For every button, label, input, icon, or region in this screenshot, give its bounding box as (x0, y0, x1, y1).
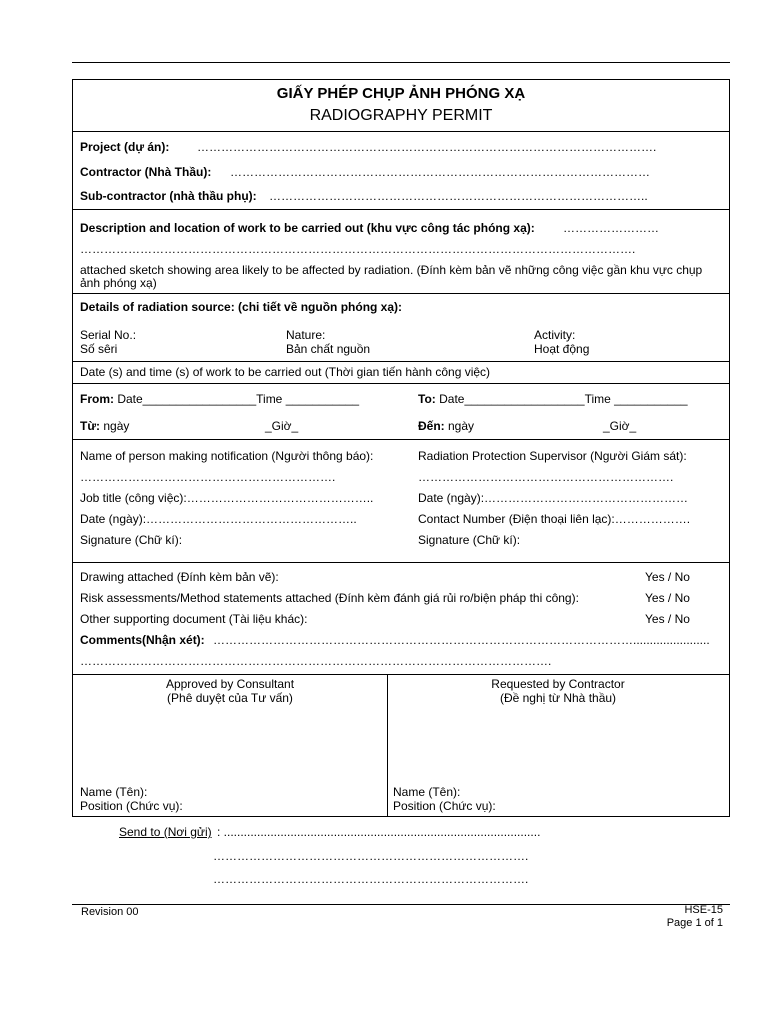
persons-section (73, 439, 729, 562)
supervisor-field[interactable]: ………………………………………………………. (418, 470, 674, 484)
revision-label: Revision 00 (81, 906, 139, 918)
date-time-heading: Date (s) and time (s) of work to be carried out (Thời gian tiến hành công việc) (80, 365, 491, 379)
consultant-position-label: Position (Chức vụ): (80, 799, 183, 813)
notifier-field[interactable]: ………………………………………………………. (80, 470, 336, 484)
contractor-column-header (387, 677, 729, 705)
other-document-yes-no[interactable]: Yes / No (645, 612, 690, 626)
tu-label: Từ: (80, 419, 101, 433)
consultant-approval-title-vi: (Phê duyệt của Tư vấn) (167, 691, 293, 705)
page-number: Page 1 of 1 (666, 917, 723, 929)
sketch-note: attached sketch showing area likely to be affected by radiation. (Đính kèm bản vẽ những công việc gần khu vực chụp ảnh phóng xạ) (80, 263, 703, 290)
den-date-field[interactable]: ngày (444, 419, 475, 433)
document-code: HSE-15 (684, 904, 723, 916)
contractor-position-label: Position (Chức vụ): (393, 799, 496, 813)
attachments-section (73, 562, 729, 674)
activity-label: Activity: (534, 328, 576, 342)
serial-label: Serial No.: (80, 328, 137, 342)
signature-right-label: Signature (Chữ kí): (418, 533, 521, 547)
drawing-attached-label: Drawing attached (Đính kèm bản vẽ): (80, 570, 279, 584)
contractor-name-label: Name (Tên): (393, 785, 461, 799)
contractor-request-title-vi: (Đề nghị từ Nhà thầu) (499, 691, 617, 705)
comments-field-line2[interactable]: ………………………………………………………………………………………………………. (80, 654, 552, 668)
radiation-source-section (73, 293, 729, 361)
den-gio-field[interactable]: _Giờ_ (603, 419, 637, 433)
to-row (418, 393, 688, 406)
den-row (418, 420, 474, 433)
title-english: RADIOGRAPHY PERMIT (309, 107, 493, 124)
approval-section (73, 674, 729, 816)
permit-form (72, 79, 730, 817)
to-label: To: (418, 392, 436, 406)
nature-label-vi: Bản chất nguồn (286, 342, 371, 356)
contractor-field[interactable]: …………………………………………………………………………………………… (230, 165, 650, 179)
other-document-label: Other supporting document (Tài liệu khác): (80, 612, 308, 626)
work-description-field[interactable]: …………………… (563, 221, 659, 235)
activity-label-vi: Hoạt động (534, 342, 590, 356)
contractor-label: Contractor (Nhà Thầu): (80, 165, 212, 179)
notifier-label: Name of person making notification (Người thông báo): (80, 449, 374, 463)
project-label: Project (dự án): (80, 140, 170, 154)
date-time-section (73, 383, 729, 439)
tu-gio-field[interactable]: _Giờ_ (265, 419, 299, 433)
risk-assessment-label: Risk assessments/Method statements attached (Đính kèm đánh giá rủi ro/biện pháp thi công): (80, 591, 579, 605)
date-heading-section (73, 361, 729, 383)
project-field[interactable]: ……………………………………………………………………………………………………. (197, 140, 657, 154)
tu-row (80, 420, 129, 433)
comments-label: Comments(Nhận xét): (80, 633, 205, 647)
contractor-request-title: Requested by Contractor (491, 677, 625, 691)
work-description-line[interactable]: …………………………………………………………………………………………………………………………. (80, 242, 636, 256)
from-row (80, 393, 359, 406)
supervisor-label: Radiation Protection Supervisor (Người Giám sát): (418, 449, 687, 463)
subcontractor-label: Sub-contractor (nhà thầu phụ): (80, 189, 257, 203)
consultant-column-header (73, 677, 387, 705)
nature-label: Nature: (286, 328, 326, 342)
work-description-section (73, 209, 729, 299)
serial-label-vi: Số sêri (80, 342, 118, 356)
bottom-rule (72, 904, 730, 905)
job-title-field[interactable]: Job title (công việc):……………………………………….. (80, 491, 374, 505)
work-description-label: Description and location of work to be carried out (khu vực công tác phóng xạ): (80, 221, 535, 235)
drawing-attached-yes-no[interactable]: Yes / No (645, 570, 690, 584)
subcontractor-field[interactable]: ………………………………………………………………………………….. (269, 189, 648, 203)
send-to-field-line2[interactable]: ……………………………………………………………………. (213, 849, 529, 863)
tu-date-field[interactable]: ngày (100, 419, 130, 433)
send-to-label: Send to (Nơi gửi) (119, 825, 212, 839)
risk-assessment-yes-no[interactable]: Yes / No (645, 591, 690, 605)
consultant-name-label: Name (Tên): (80, 785, 148, 799)
from-date-time-field[interactable]: Date_________________Time ___________ (114, 392, 360, 406)
send-to-field[interactable]: : ............................................................................................... (217, 825, 541, 839)
radiation-source-heading: Details of radiation source: (chi tiết về nguồn phóng xạ): (80, 300, 403, 314)
top-rule (72, 62, 730, 63)
contact-number-field[interactable]: Contact Number (Điện thoại liên lạc):………………. (418, 512, 691, 526)
from-label: From: (80, 392, 114, 406)
send-to-field-line3[interactable]: ……………………………………………………………………. (213, 872, 529, 886)
den-label: Đến: (418, 419, 445, 433)
consultant-approval-title: Approved by Consultant (165, 677, 295, 691)
date-left-field[interactable]: Date (ngày):…………………………………………….. (80, 512, 357, 526)
date-right-field[interactable]: Date (ngày):…………………………………………… (418, 491, 689, 505)
signature-left-label: Signature (Chữ kí): (80, 533, 183, 547)
to-date-time-field[interactable]: Date__________________Time ___________ (435, 392, 688, 406)
comments-field[interactable]: ……………………………………………………………………………………………....................... (213, 633, 710, 647)
title-vietnamese: GIẤY PHÉP CHỤP ẢNH PHÓNG XẠ (276, 85, 526, 102)
